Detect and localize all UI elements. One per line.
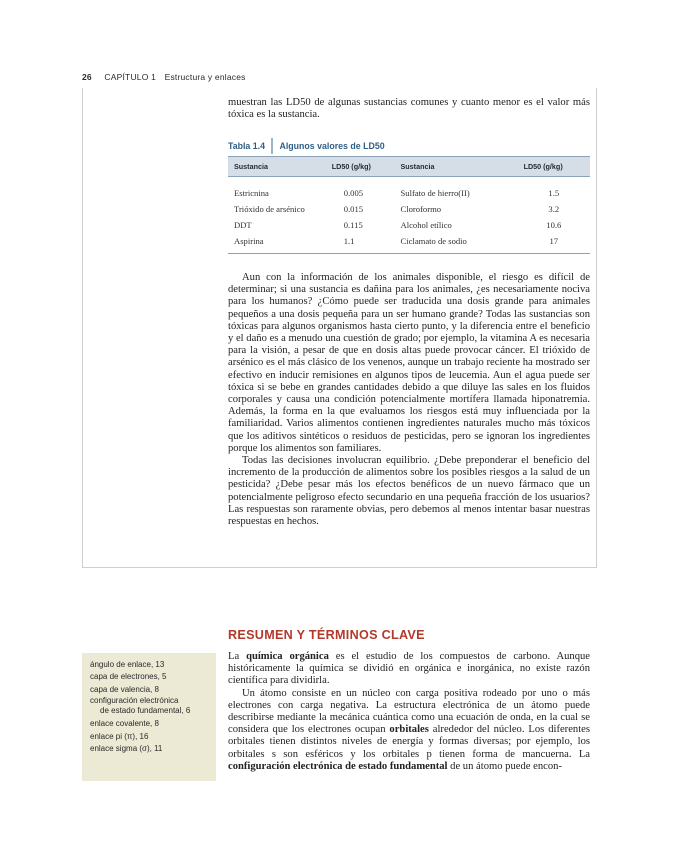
key-term: enlace pi (π), 16 [90,731,149,741]
page-number: 26 [82,72,92,82]
intro-text [228,97,590,121]
key-term: ángulo de enlace, 13 [90,660,165,669]
table-cell: 3.2 [548,204,560,214]
key-term: enlace covalente, 8 [90,719,159,729]
key-term [90,696,208,716]
table-row [228,217,590,233]
table-cell: Ciclamato de sodio [395,233,518,254]
table-caption [228,138,590,154]
table-cell: Estricnina [234,188,269,198]
table-header-row [228,157,590,177]
summary-text [228,651,590,773]
key-term: enlace sigma (σ), 11 [90,744,163,754]
key-term: capa de electrones, 5 [90,672,167,682]
table-cell: Trióxido de arsénico [234,204,305,214]
summary-paragraph [228,651,590,688]
table-cell: DDT [234,220,252,230]
text-run: Un átomo consiste en un núcleo con carga positiva rodeado por uno o más electrones con carga negativa. La estructura electrónica de un átomo puede describirse mediante la mecánica cuántica como una ecuación de onda, en la cual se considera que los electrones ocupan [228,687,590,736]
ld50-table [228,156,590,254]
key-terms-list [90,659,208,755]
summary-heading: RESUMEN Y TÉRMINOS CLAVE [228,628,425,642]
key-term: capa de valencia, 8 [90,684,159,694]
table-cell: 10.6 [546,220,562,230]
table-cell: Cloroformo [400,204,442,214]
table-label: Tabla 1.4 [228,141,265,151]
key-term-bold: configuración electrónica de estado fundamental [228,760,448,772]
text-run: alrededor del núcleo. Los diferentes orbitales tienen distintos niveles de energía y formas diversas; por ejemplo, los orbitales s son esféricos y los orbitales p tienen forma de mancuerna. La [228,724,590,760]
body-text [228,272,590,528]
table-row [228,177,590,202]
key-term-continuation: de estado fundamental, 6 [100,706,191,716]
body-paragraph: Todas las decisiones involucran equilibrio. ¿Debe preponderar el beneficio del incremento de la producción de alimentos sobre los posibles riesgos a la salud de un pesticida? ¿Debe pesar más los efectos benéficos de un nuevo fármaco que un potencialmente peligroso efecto secundario en una pequeña fracción de los usuarios? Las respuestas son raramente obvias, pero debemos al menos intentar basar nuestras respuestas en hechos. [228,455,590,528]
text-run: La [228,651,247,662]
ld50-table-block [228,138,590,254]
column-header: LD50 (g/kg) [518,157,590,177]
intro-paragraph: muestran las LD50 de algunas sustancias comunes y cuanto menor es el valor más tóxica es la sustancia. [228,97,590,121]
table-cell: Aspirina [228,233,326,254]
table-cell: Alcohol etílico [400,220,452,230]
table-row [228,201,590,217]
summary-paragraph [228,688,590,773]
table-cell: 17 [518,233,590,254]
table-cell: Sulfato de hierro(II) [400,188,470,198]
text-run: es el estudio de los compuestos de carbono. Aunque históricamente la química se dividió en orgánica e inorgánica, no existe razón científica para dividirla. [228,651,590,687]
key-term-bold: química orgánica [246,651,329,662]
table-row [228,233,590,254]
column-header: Sustancia [228,157,326,177]
text-run: de un átomo puede encon- [447,760,562,772]
key-term-bold: orbitales [389,724,429,736]
key-terms-box [82,653,216,781]
table-cell: 0.015 [343,204,364,214]
column-header: Sustancia [395,157,518,177]
body-paragraph: Aun con la información de los animales disponible, el riesgo es difícil de determinar; si una sustancia es dañina para los animales, ¿es necesariamente nociva para los humanos? ¿Cómo puede ser traducida una dosis grande para animales pequeños a una dosis pequeña para un ser humano grande? Todas las sustancias son tóxicas para algunos organismos hasta cierto punto, y la diferencia entre el beneficio y el daño es a menudo una cuestión de grado; por ejemplo, la vitamina A es necesaria para la visión, a pesar de que en dosis altas puede provocar cáncer. El trióxido de arsénico es el más clásico de los venenos, aunque un trabajo reciente ha mostrado ser efectivo en inducir remisiones en algunos tipos de leucemia. Aun el agua puede ser tóxica si se bebe en grandes cantidades debido a que diluye las sales en los fluidos corporales y causa una condición potencialmente mortífera llamada hiponatremia. Además, la forma en la que evaluamos los riesgos está muy influenciada por la familiaridad. Varios alimentos contienen ingredientes naturales mucho más tóxicos que los aditivos sintéticos o residuos de pesticidas, pero se ignoran los ingredientes porque los alimentos son familiares. [228,272,590,454]
key-term-line: configuración electrónica [90,696,179,706]
caption-separator [271,138,273,154]
table-cell: 0.115 [343,220,363,230]
column-header: LD50 (g/kg) [326,157,395,177]
table-title: Algunos valores de LD50 [279,141,385,151]
table-cell: 1.5 [548,188,560,198]
table-cell: 1.1 [326,233,395,254]
chapter-label: CAPÍTULO 1 [104,72,157,82]
chapter-title: Estructura y enlaces [164,72,246,82]
table-cell: 0.005 [343,188,364,198]
running-header [82,72,246,82]
